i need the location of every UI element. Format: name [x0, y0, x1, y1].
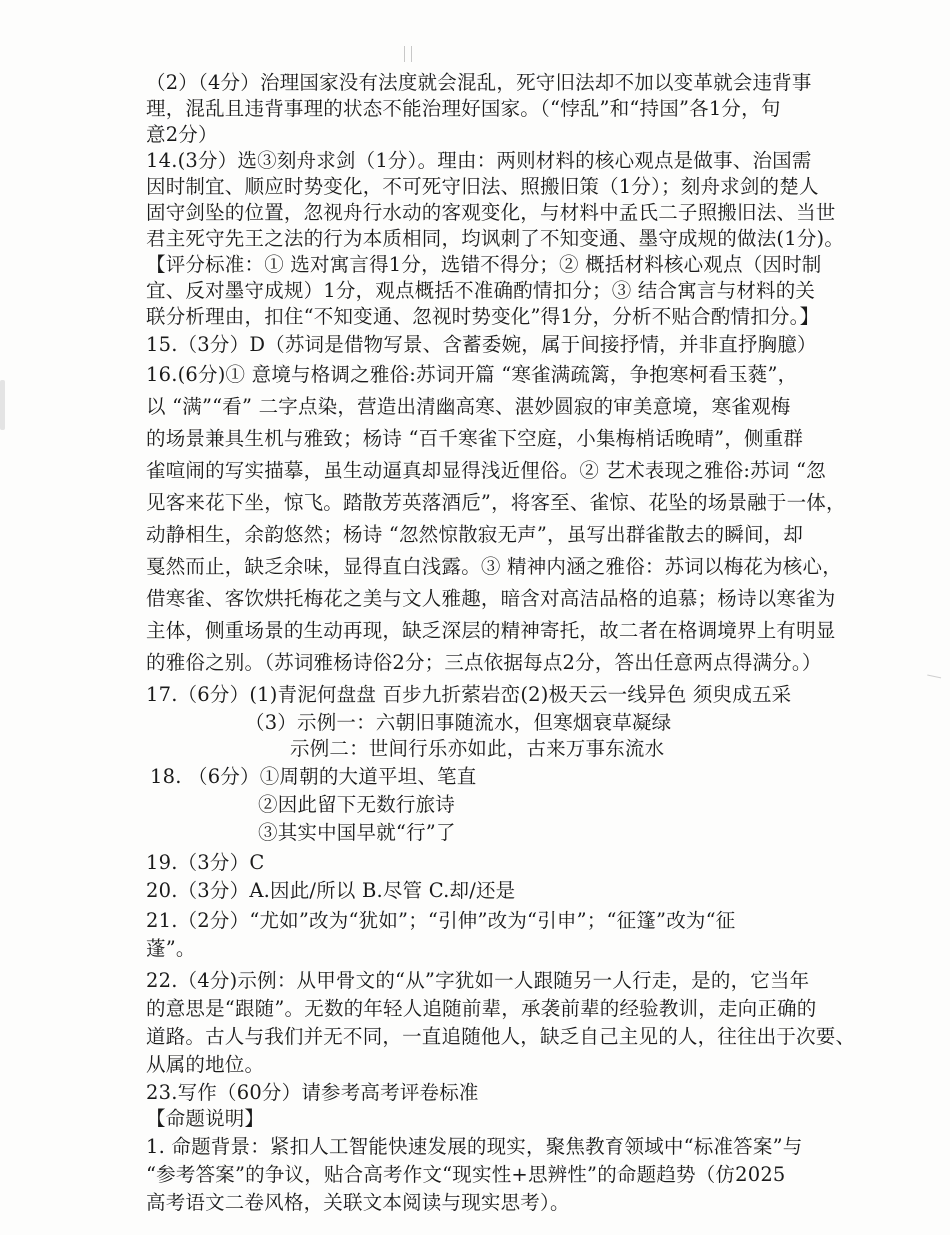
text-line: 宜、反对墨守成规）1分，观点概括不准确酌情扣分；③ 结合寓言与材料的关 [146, 279, 816, 302]
text-line: 18. （6分）①周朝的大道平坦、笔直 [150, 765, 477, 788]
text-line: （3）示例一：六朝旧事随流水，但寒烟衰草凝绿 [245, 711, 672, 734]
text-line: 23.写作（60分）请参考高考评卷标准 [146, 1081, 479, 1104]
text-line: ②因此留下无数行旅诗 [258, 793, 456, 816]
text-line: 【评分标准：① 选对寓言得1分，选错不得分；② 概括材料核心观点（因时制 [146, 253, 822, 276]
text-line: 见客来花下坐，惊飞。踏散芳英落酒卮”，将客至、雀惊、花坠的场景融于一体， [146, 491, 846, 514]
text-line: 君主死守先王之法的行为本质相同，均讽刺了不知变通、墨守成规的做法(1分)。 [146, 227, 845, 250]
text-line: 14.(3分）选③刻舟求剑（1分）。理由：两则材料的核心观点是做事、治国需 [146, 149, 812, 172]
text-line: 15.（3分）D（苏词是借物写景、含蓄委婉，属于间接抒情，并非直抒胸臆） [146, 333, 817, 356]
text-line: 动静相生，余韵悠然；杨诗 “忽然惊散寂无声”，虽写出群雀散去的瞬间，却 [146, 523, 804, 546]
text-line: ③其实中国早就“行”了 [258, 821, 456, 844]
text-line: 蓬”。 [146, 937, 196, 960]
text-line: 雀喧闹的写实描摹，虽生动逼真却显得浅近俚俗。② 艺术表现之雅俗:苏词 “忽 [146, 459, 826, 482]
text-line: 意2分） [146, 123, 218, 146]
text-line: 借寒雀、客饮烘托梅花之美与文人雅趣，暗含对高洁品格的追慕；杨诗以寒雀为 [146, 587, 836, 610]
text-line: 22.（4分)示例：从甲骨文的“从”字犹如一人跟随另一人行走，是的，它当年 [146, 969, 810, 992]
text-line: 17.（6分）(1)青泥何盘盘 百步九折萦岩峦(2)极天云一线异色 须臾成五采 [146, 683, 792, 706]
text-line: “参考答案”的争议，贴合高考作文“现实性+思辨性”的命题趋势（仿2025 [146, 1163, 786, 1186]
text-line: 固守剑坠的位置，忽视舟行水动的客观变化，与材料中孟氏二子照搬旧法、当世 [146, 201, 836, 224]
text-line: 的场景兼具生机与雅致；杨诗 “百千寒雀下空庭，小集梅梢话晚晴”，侧重群 [146, 427, 804, 450]
text-line: 的意思是“跟随”。无数的年轻人追随前辈，承袭前辈的经验教训，走向正确的 [146, 997, 817, 1020]
text-line: 20.（3分）A.因此/所以 B.尽管 C.却/还是 [146, 879, 516, 902]
text-line: 理，混乱且违背事理的状态不能治理好国家。（“悖乱”和“持国”各1分，句 [146, 97, 781, 120]
text-line: 【命题说明】 [146, 1107, 265, 1130]
text-line: 的雅俗之别。（苏词雅杨诗俗2分；三点依据每点2分，答出任意两点得满分。） [146, 651, 822, 674]
text-line: 因时制宜、顺应时势变化，不可死守旧法、照搬旧策（1分）；刻舟求剑的楚人 [146, 175, 819, 198]
text-line: 示例二：世间行乐亦如此，古来万事东流水 [290, 737, 665, 760]
text-line: 19.（3分）C [146, 851, 265, 874]
scan-margin-mark [927, 667, 943, 679]
text-line: 21.（2分）“尤如”改为“犹如”；“引伸”改为“引申”；“征篷”改为“征 [146, 909, 736, 932]
text-line: （2）（4分）治理国家没有法度就会混乱，死守旧法却不加以变革就会违背事 [146, 71, 812, 94]
text-line: 高考语文二卷风格，关联文本阅读与现实思考）。 [146, 1191, 570, 1214]
text-line: 联分析理由，扣住“不知变通、忽视时势变化”得1分，分析不贴合酌情扣分。】 [146, 305, 820, 328]
text-line: 以 “满”“看” 二字点染，营造出清幽高寒、湛妙圆寂的审美意境，寒雀观梅 [146, 395, 791, 418]
text-line: 戛然而止，缺乏余味，显得直白浅露。③ 精神内涵之雅俗：苏词以梅花为核心， [146, 555, 842, 578]
text-line: 从属的地位。 [146, 1053, 265, 1076]
scan-edge-mark [0, 380, 5, 430]
page-tick-mark [404, 46, 412, 62]
text-line: 道路。古人与我们并无不同，一直追随他人，缺乏自己主见的人，往往出于次要、 [146, 1025, 856, 1048]
text-line: 主体，侧重场景的生动再现，缺乏深层的精神寄托，故二者在格调境界上有明显 [146, 619, 836, 642]
text-line: 16.(6分)① 意境与格调之雅俗:苏词开篇 “寒雀满疏篱，争抱寒柯看玉蕤”， [146, 363, 798, 386]
text-line: 1. 命题背景：紧扣人工智能快速发展的现实，聚焦教育领域中“标准答案”与 [146, 1135, 803, 1158]
